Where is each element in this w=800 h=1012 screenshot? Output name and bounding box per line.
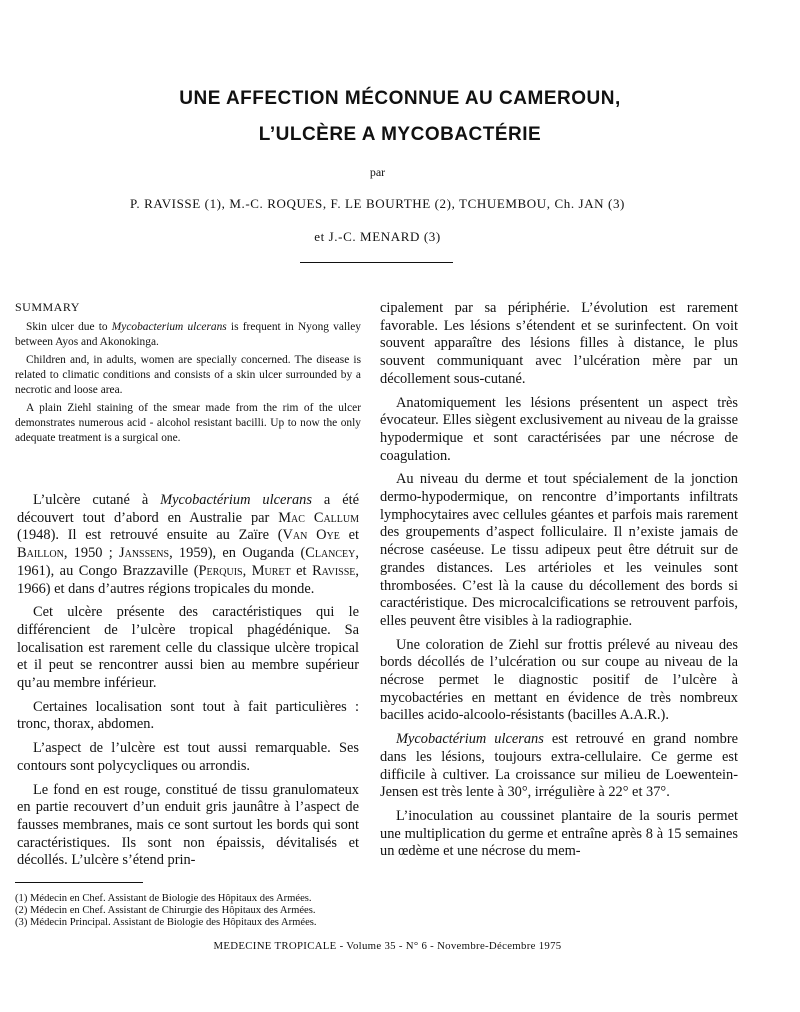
body-paragraph: L’inoculation au coussinet plantaire de la souris permet une multiplication du germe et entraîne après 8 à 15 semaines un œdème et une nécrose du mem- [380,807,738,860]
summary-paragraph: Children and, in adults, women are specially concerned. The disease is related to climatic conditions and consists of a skin ulcer surrounded by a necrotic and loose area. [15,354,361,396]
title-divider [300,262,453,263]
body-paragraph: L’aspect de l’ulcère est tout aussi remarquable. Ses contours sont polycycliques ou arrondis. [17,740,359,774]
body-column-left [17,492,359,876]
summary-paragraph: A plain Ziehl staining of the smear made from the rim of the ulcer demonstrates numerous acid - alcohol resistant bacilli. Up to now the only adequate treatment is a surgical one. [15,402,361,444]
summary-paragraph: Skin ulcer due to Mycobacterium ulcerans is frequent in Nyong valley between Ayos and Akonokinga. [15,321,361,348]
footnote-1: (1) Médecin en Chef. Assistant de Biologie des Hôpitaux des Armées. [15,893,312,904]
body-paragraph: Au niveau du derme et tout spécialement de la jonction dermo-hypodermique, on rencontre d’importants infiltrats lymphocytaires avec cellules géantes et parfois mais rarement des groupements d’aspect folliculaire. Il n’existe jamais de nécrose caséeuse. Le tissu adipeux peut être détruit sur de grandes distances. Les artérioles et les veinules sont thrombosées. C’est là la cause du décollement des bords si caractéristique. Des microcalcifications se retrouvent parfois, elles peuvent être visibles à la radiographie. [380,471,738,629]
byline-par: par [369,165,386,179]
body-paragraph: Certaines localisation sont tout à fait particulières : tronc, thorax, abdomen. [17,698,359,733]
article-title-line-1: UNE AFFECTION MÉCONNUE AU CAMEROUN, [179,88,621,109]
body-paragraph: Une coloration de Ziehl sur frottis prélevé au niveau des bords décollés de l’ulcération ou sur coupe au niveau de la nécrose permet le diagnostic positif de l’ulcère à mycobactéries en mettant en évidence de très nombreux bacilles acido-alcoolo-résistants (bacilles A.A.R.). [380,636,738,724]
footnote-divider [15,882,143,883]
authors-line-1: P. RAVISSE (1), M.-C. ROQUES, F. LE BOURTHE (2), TCHUEMBOU, Ch. JAN (3) [130,196,625,211]
footnotes [15,893,435,929]
body-paragraph: Le fond en est rouge, constitué de tissu granulomateux en partie recouvert d’un enduit gris jaunâtre à l’aspect de fausses membranes, mais ce sont surtout les bords qui sont caractéristiques. Ils sont non épaissis, dévitalisés et décollés. L’ulcère s’étend prin- [17,781,359,869]
footnote-2: (2) Médecin en Chef. Assistant de Chirurgie des Hôpitaux des Armées. [15,905,316,916]
body-paragraph: cipalement par sa périphérie. L’évolution est rarement favorable. Les lésions s’étendent et se surinfectent. On voit souvent apparaître des lésions filles à distance, le plus souvent communiquant avec l’ulcération mère par un décollement sous-cutané. [380,300,738,387]
body-paragraph: Cet ulcère présente des caractéristiques qui le différencient de l’ulcère tropical phagédénique. Sa localisation est rarement celle du classique ulcère tropical et il peut se rencontrer aussi bien au membre supérieur qu’au membre inférieur. [17,604,359,692]
summary-section [15,300,361,449]
body-paragraph: Anatomiquement les lésions présentent un aspect très évocateur. Elles siègent exclusivement au niveau de la graisse hypodermique et sont caractérisées par une nécrose de coagulation. [380,394,738,464]
body-column-right [380,300,738,867]
footnote-3: (3) Médecin Principal. Assistant de Biologie des Hôpitaux des Armées. [15,917,317,928]
summary-heading: SUMMARY [15,300,80,314]
article-title-line-2: L’ULCÈRE A MYCOBACTÉRIE [258,124,542,145]
body-paragraph: Mycobactérium ulcerans est retrouvé en grand nombre dans les lésions, toujours extra-cellulaire. Ce germe est difficile à cultiver. La croissance sur milieu de Loewentein-Jensen est très lente à 30°, irrégulière à 22° et 37°. [380,731,738,801]
authors-line-2: et J.-C. MENARD (3) [314,229,441,244]
body-paragraph: L’ulcère cutané à Mycobactérium ulcerans a été découvert tout d’abord en Australie par Mac Callum (1948). Il est retrouvé ensuite au Zaïre (Van Oye et Baillon, 1950 ; Janssens, 1959), en Ouganda (Clancey, 1961), au Congo Brazzaville (Perquis, Muret et Ravisse, 1966) et dans d’autres régions tropicales du monde. [17,492,360,597]
journal-footer: MEDECINE TROPICALE - Volume 35 - N° 6 - Novembre-Décembre 1975 [213,940,562,952]
